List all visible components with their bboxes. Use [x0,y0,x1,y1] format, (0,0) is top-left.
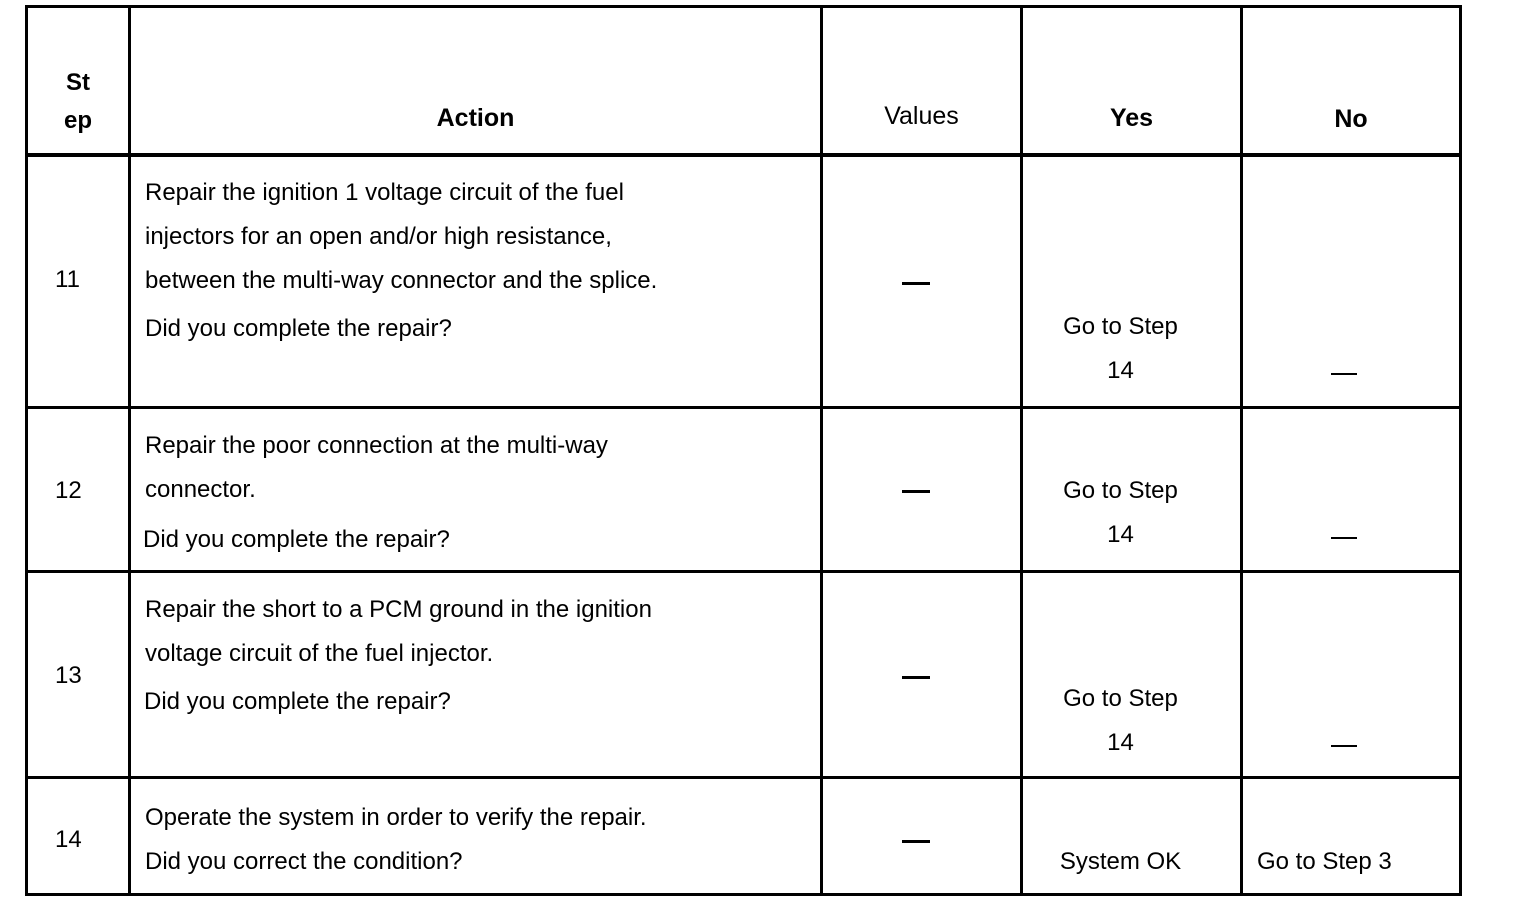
header-step [28,64,128,140]
action-line: Operate the system in order to verify the repair. [145,804,647,831]
yes-goto [1023,305,1218,393]
values-empty-dash [902,676,930,679]
yes-goto [1023,469,1218,557]
yes-line: 14 [1107,357,1134,384]
header-divider [28,153,1459,157]
action-line: voltage circuit of the fuel injector. [145,640,494,667]
action-text [145,796,647,884]
yes-line: Go to Step [1063,477,1178,504]
yes-line: Go to Step [1063,685,1178,712]
action-text [145,588,652,724]
no-goto: Go to Step 3 [1257,848,1392,875]
yes-line: Go to Step [1063,313,1178,340]
action-text [145,171,657,351]
col-divider-step [128,8,131,893]
header-no: No [1334,105,1368,133]
step-number: 12 [55,477,82,504]
yes-line: 14 [1107,521,1134,548]
header-step-line1: St [66,69,90,96]
action-line: Repair the poor connection at the multi-way [145,432,608,459]
row-divider-12 [28,570,1459,573]
step-number: 13 [55,662,82,689]
diagnostic-table [25,5,1462,896]
yes-system-ok: System OK [1059,848,1182,875]
no-empty-dash [1331,537,1357,539]
row-divider-13 [28,776,1459,779]
action-line: Repair the ignition 1 voltage circuit of the fuel [145,179,624,206]
action-line: between the multi-way connector and the splice. [145,267,658,294]
header-step-line2: ep [63,107,92,134]
no-empty-dash [1331,373,1357,375]
header-values: Values [884,102,959,130]
values-empty-dash [902,840,930,843]
yes-line: 14 [1107,729,1134,756]
action-line: injectors for an open and/or high resistance, [145,223,612,250]
header-action: Action [436,104,515,132]
action-line: connector. [145,476,256,503]
step-number: 11 [55,266,80,293]
action-line: Did you complete the repair? [143,526,450,553]
yes-goto [1023,677,1218,765]
action-line: Did you correct the condition? [145,848,463,875]
col-divider-yes [1240,8,1243,893]
action-line: Did you complete the repair? [144,688,451,715]
values-empty-dash [902,490,930,493]
col-divider-action [820,8,823,893]
action-line: Repair the short to a PCM ground in the ignition [145,596,652,623]
row-divider-11 [28,406,1459,409]
values-empty-dash [902,282,930,285]
header-yes: Yes [1109,104,1154,132]
action-line: Did you complete the repair? [145,315,452,342]
step-number: 14 [55,826,82,853]
no-empty-dash [1331,745,1357,747]
action-text [145,424,608,562]
